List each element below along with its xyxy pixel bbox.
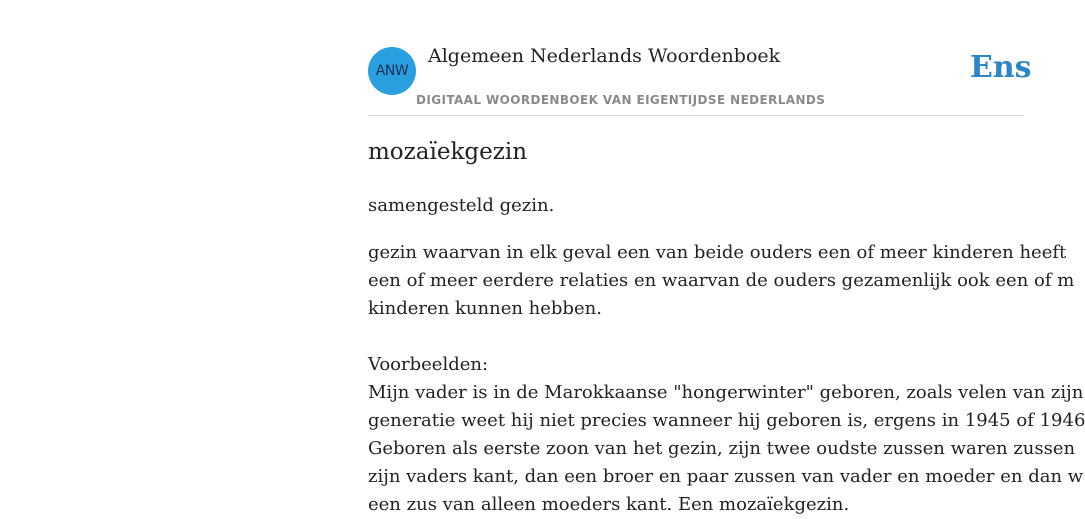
header-divider	[368, 115, 1024, 116]
short-definition: samengesteld gezin.	[368, 195, 555, 216]
language-link[interactable]: Ens	[970, 50, 1032, 85]
definition-line: gezin waarvan in elk geval een van beide ouders een of meer kinderen heeft	[368, 242, 1067, 263]
definition-line: kinderen kunnen hebben.	[368, 298, 602, 319]
site-subtitle: DIGITAAL WOORDENBOEK VAN EIGENTIJDSE NEDERLANDS	[416, 93, 826, 107]
example-line: Geboren als eerste zoon van het gezin, zijn twee oudste zussen waren zussen	[368, 438, 1076, 459]
definition-line: een of meer eerdere relaties en waarvan de ouders gezamenlijk ook een of m	[368, 270, 1075, 291]
example-line: een zus van alleen moeders kant. Een mozaïekgezin.	[368, 494, 850, 515]
example-text	[368, 379, 1085, 519]
example-line: Mijn vader is in de Marokkaanse "hongerwinter" geboren, zoals velen van zijn	[368, 382, 1084, 403]
entry-headword: mozaïekgezin	[368, 139, 528, 165]
examples-label: Voorbeelden:	[368, 354, 489, 375]
example-line: zijn vaders kant, dan een broer en paar zussen van vader en moeder en dan w	[368, 466, 1084, 487]
example-line: generatie weet hij niet precies wanneer hij geboren is, ergens in 1945 of 1946	[368, 410, 1085, 431]
site-title[interactable]: Algemeen Nederlands Woordenboek	[428, 45, 781, 67]
long-definition	[368, 239, 1075, 323]
anw-logo[interactable]	[368, 47, 416, 95]
anw-logo-text: ANW	[375, 63, 409, 79]
